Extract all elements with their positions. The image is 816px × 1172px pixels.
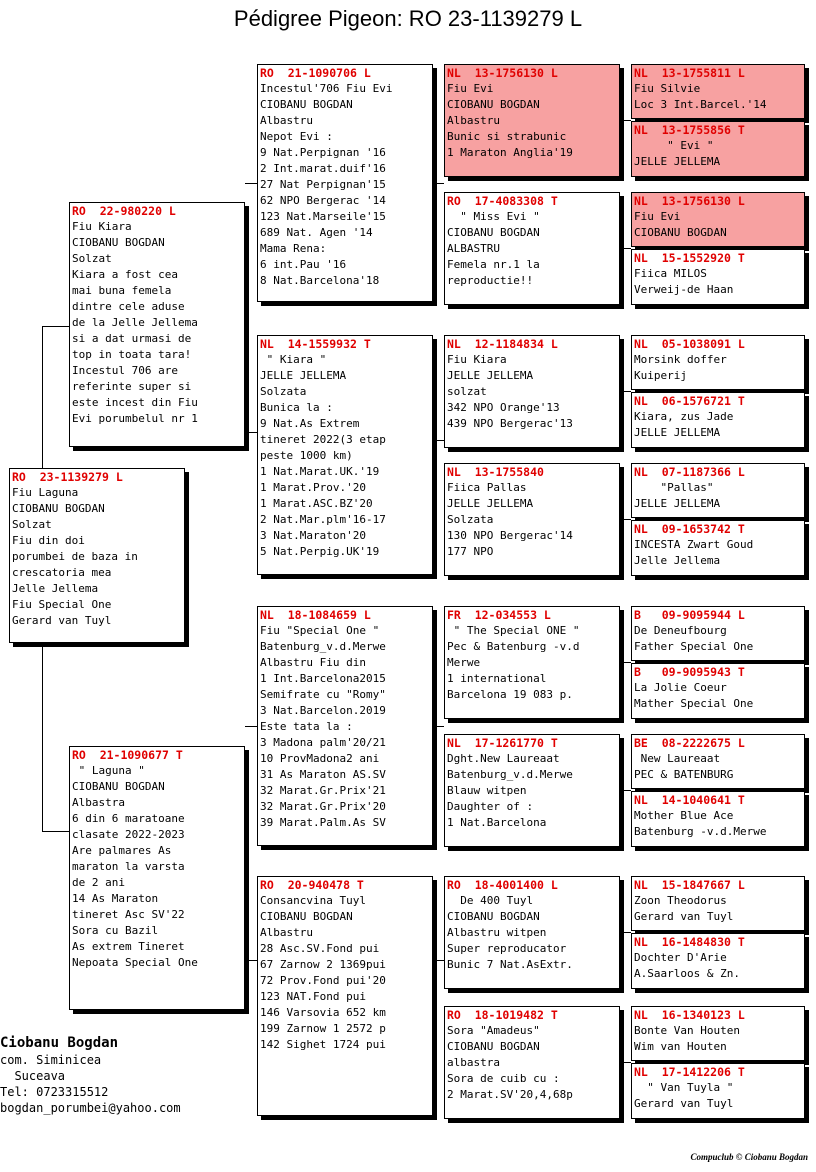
- pigeon-info-line: Jelle Jellema: [634, 554, 721, 567]
- pigeon-info-line: Wim van Houten: [634, 1040, 727, 1053]
- connector-line: [620, 662, 631, 663]
- connector-line: [245, 432, 257, 433]
- pigeon-info-line: CIOBANU BOGDAN: [447, 98, 540, 111]
- pigeon-info-line: Mama Rena:: [260, 242, 327, 255]
- pigeon-info-line: 342 NPO Orange'13: [447, 401, 560, 414]
- pedigree-card: [9, 468, 185, 643]
- ring-number: RO 18-1019482 T: [447, 1008, 558, 1022]
- pedigree-card: [444, 1006, 620, 1119]
- pigeon-info-line: Super reproducator: [447, 942, 567, 955]
- pigeon-info-line: Sora cu Bazil: [72, 924, 159, 937]
- pedigree-card: [631, 663, 805, 719]
- pigeon-info-line: 10 ProvMadona2 ani: [260, 752, 380, 765]
- pigeon-info-line: Batenburg -v.d.Merwe: [634, 825, 767, 838]
- pigeon-info-line: De Deneufbourg: [634, 624, 727, 637]
- pigeon-info-line: si a dat urmasi de: [72, 332, 192, 345]
- pigeon-info-line: 199 Zarnow 1 2572 p: [260, 1022, 386, 1035]
- pigeon-info-line: Gerard van Tuyl: [634, 910, 734, 923]
- pigeon-info-line: Mather Special One: [634, 697, 754, 710]
- pigeon-info-line: Mother Blue Ace: [634, 809, 734, 822]
- pedigree-card: [69, 746, 245, 1010]
- pigeon-info-line: 123 Nat.Marseile'15: [260, 210, 386, 223]
- ring-number: NL 05-1038091 L: [634, 337, 745, 351]
- pigeon-info-line: 32 Marat.Gr.Prix'21: [260, 784, 386, 797]
- pigeon-info-line: 1 Marat.Prov.'20: [260, 481, 366, 494]
- pigeon-info-line: 6 int.Pau '16: [260, 258, 347, 271]
- pigeon-info-line: Incestul 706 are: [72, 364, 178, 377]
- pigeon-info-line: Batenburg_v.d.Merwe: [260, 640, 386, 653]
- ring-number: NL 17-1261770 T: [447, 736, 558, 750]
- pigeon-info-line: porumbei de baza in: [12, 550, 138, 563]
- pigeon-info-line: Zoon Theodorus: [634, 894, 727, 907]
- pigeon-info-line: top in toata tara!: [72, 348, 192, 361]
- pigeon-info-line: Daughter of :: [447, 800, 534, 813]
- pigeon-info-line: 9 Nat.Perpignan '16: [260, 146, 386, 159]
- pedigree-card: [631, 933, 805, 989]
- pigeon-info-line: 32 Marat.Gr.Prix'20: [260, 800, 386, 813]
- pigeon-info-line: Nepoata Special One: [72, 956, 198, 969]
- pigeon-info-line: Solzata: [447, 513, 494, 526]
- ring-number: FR 12-034553 L: [447, 608, 551, 622]
- pigeon-info-line: 62 NPO Bergerac '14: [260, 194, 386, 207]
- pigeon-info-line: JELLE JELLEMA: [447, 497, 534, 510]
- pigeon-info-line: este incest din Fiu: [72, 396, 198, 409]
- ring-number: B 09-9095944 L: [634, 608, 745, 622]
- pigeon-info-line: mai buna femela: [72, 284, 172, 297]
- pigeon-info-line: CIOBANU BOGDAN: [447, 910, 540, 923]
- pigeon-info-line: 1 Maraton Anglia'19: [447, 146, 573, 159]
- pigeon-info-line: Este tata la :: [260, 720, 353, 733]
- pigeon-info-line: Loc 3 Int.Barcel.'14: [634, 98, 767, 111]
- pigeon-info-line: tineret 2022(3 etap: [260, 433, 386, 446]
- pedigree-card: [444, 734, 620, 847]
- pedigree-card: [444, 876, 620, 989]
- pedigree-card: [631, 606, 805, 661]
- pigeon-info-line: ALBASTRU: [447, 242, 500, 255]
- pigeon-info-line: Fiu Kiara: [447, 353, 507, 366]
- pigeon-info-line: " Miss Evi ": [447, 210, 540, 223]
- pigeon-info-line: CIOBANU BOGDAN: [260, 910, 353, 923]
- ring-number: NL 13-1755811 L: [634, 66, 745, 80]
- pedigree-card: [631, 192, 805, 247]
- pigeon-info-line: Bunic si strabunic: [447, 130, 567, 143]
- pigeon-info-line: 6 din 6 maratoane: [72, 812, 185, 825]
- pigeon-info-line: As extrem Tineret: [72, 940, 185, 953]
- owner-line: Tel: 0723315512: [0, 1085, 109, 1099]
- pedigree-card: [631, 734, 805, 789]
- pigeon-info-line: 1 Nat.Barcelona: [447, 816, 547, 829]
- pigeon-info-line: Kiara, zus Jade: [634, 410, 734, 423]
- owner-line: com. Siminicea: [0, 1053, 102, 1067]
- ring-number: NL 06-1576721 T: [634, 394, 745, 408]
- pigeon-info-line: 27 Nat Perpignan'15: [260, 178, 386, 191]
- pigeon-info-line: peste 1000 km): [260, 449, 353, 462]
- connector-line: [620, 519, 631, 520]
- pigeon-info-line: Fiu Special One: [12, 598, 112, 611]
- ring-number: RO 21-1090706 L: [260, 66, 371, 80]
- pedigree-card: [444, 606, 620, 719]
- pedigree-card: [631, 249, 805, 305]
- ring-number: NL 13-1755856 T: [634, 123, 745, 137]
- pigeon-info-line: 14 As Maraton: [72, 892, 159, 905]
- pigeon-info-line: " Evi ": [634, 139, 714, 152]
- pigeon-info-line: 2 Nat.Mar.plm'16-17: [260, 513, 386, 526]
- connector-line: [620, 120, 631, 121]
- pigeon-info-line: Albastra: [72, 796, 125, 809]
- pedigree-card: [444, 64, 620, 177]
- owner-line: Suceava: [0, 1069, 66, 1083]
- pigeon-info-line: 28 Asc.SV.Fond pui: [260, 942, 380, 955]
- pigeon-info-line: Solzat: [12, 518, 52, 531]
- connector-line: [42, 831, 69, 832]
- pigeon-info-line: "Pallas": [634, 481, 714, 494]
- pigeon-info-line: Pec & Batenburg -v.d: [447, 640, 580, 653]
- connector-line: [620, 391, 631, 392]
- pigeon-info-line: Fiu "Special One ": [260, 624, 380, 637]
- connector-line: [245, 960, 257, 961]
- pigeon-info-line: JELLE JELLEMA: [634, 155, 721, 168]
- pigeon-info-line: 146 Varsovia 652 km: [260, 1006, 386, 1019]
- pigeon-info-line: 9 Nat.As Extrem: [260, 417, 360, 430]
- pigeon-info-line: Bunic 7 Nat.AsExtr.: [447, 958, 573, 971]
- pigeon-info-line: Father Special One: [634, 640, 754, 653]
- pedigree-card: [257, 876, 433, 1116]
- pedigree-card: [444, 192, 620, 305]
- pigeon-info-line: crescatoria mea: [12, 566, 112, 579]
- ring-number: NL 12-1184834 L: [447, 337, 558, 351]
- pigeon-info-line: clasate 2022-2023: [72, 828, 185, 841]
- connector-line: [245, 183, 257, 184]
- pedigree-card: [631, 520, 805, 576]
- pigeon-info-line: Nepot Evi :: [260, 130, 333, 143]
- pigeon-info-line: 8 Nat.Barcelona'18: [260, 274, 380, 287]
- pigeon-info-line: 67 Zarnow 2 1369pui: [260, 958, 386, 971]
- pigeon-info-line: 3 Nat.Barcelon.2019: [260, 704, 386, 717]
- pigeon-info-line: Semifrate cu "Romy": [260, 688, 386, 701]
- ring-number: NL 07-1187366 L: [634, 465, 745, 479]
- pigeon-info-line: Jelle Jellema: [12, 582, 99, 595]
- owner-name: Ciobanu Bogdan: [0, 1035, 119, 1051]
- pigeon-info-line: Fiu Evi: [634, 210, 681, 223]
- pedigree-card: [257, 335, 433, 575]
- pigeon-info-line: Batenburg_v.d.Merwe: [447, 768, 573, 781]
- ring-number: NL 17-1412206 T: [634, 1065, 745, 1079]
- pigeon-info-line: Evi porumbelul nr 1: [72, 412, 198, 425]
- pigeon-info-line: PEC & BATENBURG: [634, 768, 734, 781]
- connector-line: [433, 960, 444, 961]
- pigeon-info-line: albastra: [447, 1056, 500, 1069]
- connector-line: [620, 1062, 631, 1063]
- ring-number: RO 17-4083308 T: [447, 194, 558, 208]
- pigeon-info-line: A.Saarloos & Zn.: [634, 967, 740, 980]
- pigeon-info-line: 2 Int.marat.duif'16: [260, 162, 386, 175]
- connector-line: [433, 183, 444, 184]
- pigeon-info-line: Morsink doffer: [634, 353, 727, 366]
- pedigree-card: [631, 463, 805, 518]
- ring-number: B 09-9095943 T: [634, 665, 745, 679]
- pigeon-info-line: Are palmares As: [72, 844, 172, 857]
- pigeon-info-line: Gerard van Tuyl: [634, 1097, 734, 1110]
- pigeon-info-line: solzat: [447, 385, 487, 398]
- pigeon-info-line: Sora de cuib cu :: [447, 1072, 560, 1085]
- pigeon-info-line: 31 As Maraton AS.SV: [260, 768, 386, 781]
- pigeon-info-line: " Laguna ": [72, 764, 145, 777]
- pigeon-info-line: maraton la varsta: [72, 860, 185, 873]
- pigeon-info-line: 689 Nat. Agen '14: [260, 226, 373, 239]
- pigeon-info-line: De 400 Tuyl: [447, 894, 534, 907]
- pigeon-info-line: 39 Marat.Palm.As SV: [260, 816, 386, 829]
- pigeon-info-line: Dochter D'Arie: [634, 951, 727, 964]
- pigeon-info-line: Verweij-de Haan: [634, 283, 734, 296]
- pedigree-card: [631, 392, 805, 448]
- pigeon-info-line: Fiu Laguna: [12, 486, 79, 499]
- pigeon-info-line: referinte super si: [72, 380, 192, 393]
- ring-number: BE 08-2222675 L: [634, 736, 745, 750]
- pedigree-card: [631, 1063, 805, 1119]
- connector-line: [433, 440, 444, 441]
- ring-number: NL 15-1847667 L: [634, 878, 745, 892]
- pedigree-card: [631, 64, 805, 119]
- ring-number: NL 16-1484830 T: [634, 935, 745, 949]
- pigeon-info-line: 1 international: [447, 672, 547, 685]
- pigeon-info-line: La Jolie Coeur: [634, 681, 727, 694]
- pigeon-info-line: JELLE JELLEMA: [634, 497, 721, 510]
- pigeon-info-line: 1 Marat.ASC.BZ'20: [260, 497, 373, 510]
- pigeon-info-line: Sora "Amadeus": [447, 1024, 540, 1037]
- connector-line: [620, 932, 631, 933]
- pigeon-info-line: Merwe: [447, 656, 481, 669]
- ring-number: NL 14-1559932 T: [260, 337, 371, 351]
- pigeon-info-line: 1 Int.Barcelona2015: [260, 672, 386, 685]
- pigeon-info-line: Albastru: [260, 114, 313, 127]
- pigeon-info-line: Fiica Pallas: [447, 481, 527, 494]
- pigeon-info-line: Fiu Silvie: [634, 82, 701, 95]
- pigeon-info-line: CIOBANU BOGDAN: [634, 226, 727, 239]
- pigeon-info-line: Solzata: [260, 385, 307, 398]
- pigeon-info-line: Dght.New Laureaat: [447, 752, 560, 765]
- pigeon-info-line: de la Jelle Jellema: [72, 316, 198, 329]
- pedigree-card: [444, 463, 620, 576]
- owner-email: bogdan_porumbei@yahoo.com: [0, 1101, 181, 1115]
- pigeon-info-line: de 2 ani: [72, 876, 125, 889]
- pigeon-info-line: Albastru witpen: [447, 926, 547, 939]
- pigeon-info-line: Femela nr.1 la: [447, 258, 540, 271]
- pigeon-info-line: Bunica la :: [260, 401, 333, 414]
- pigeon-info-line: dintre cele aduse: [72, 300, 185, 313]
- pigeon-info-line: 5 Nat.Perpig.UK'19: [260, 545, 380, 558]
- pigeon-info-line: 123 NAT.Fond pui: [260, 990, 366, 1003]
- connector-line: [620, 248, 631, 249]
- pigeon-info-line: 177 NPO: [447, 545, 494, 558]
- pedigree-card: [631, 791, 805, 847]
- pigeon-info-line: Solzat: [72, 252, 112, 265]
- pigeon-info-line: Barcelona 19 083 p.: [447, 688, 573, 701]
- connector-line: [42, 643, 43, 831]
- pigeon-info-line: JELLE JELLEMA: [634, 426, 721, 439]
- pigeon-info-line: Fiu Evi: [447, 82, 494, 95]
- pigeon-info-line: Gerard van Tuyl: [12, 614, 112, 627]
- pigeon-info-line: " Van Tuyla ": [634, 1081, 734, 1094]
- pigeon-info-line: 3 Madona palm'20/21: [260, 736, 386, 749]
- pigeon-info-line: Fiu din doi: [12, 534, 85, 547]
- pigeon-info-line: Albastru Fiu din: [260, 656, 366, 669]
- footer-credit: Compuclub © Ciobanu Bogdan: [690, 1152, 808, 1162]
- pigeon-info-line: CIOBANU BOGDAN: [72, 780, 165, 793]
- pigeon-info-line: 1 Nat.Marat.UK.'19: [260, 465, 380, 478]
- pedigree-card: [257, 64, 433, 302]
- pigeon-info-line: Blauw witpen: [447, 784, 527, 797]
- pigeon-info-line: CIOBANU BOGDAN: [447, 1040, 540, 1053]
- ring-number: RO 21-1090677 T: [72, 748, 183, 762]
- pigeon-info-line: 2 Marat.SV'20,4,68p: [447, 1088, 573, 1101]
- ring-number: RO 23-1139279 L: [12, 470, 123, 484]
- pigeon-info-line: " The Special ONE ": [447, 624, 580, 637]
- pigeon-info-line: " Kiara ": [260, 353, 327, 366]
- connector-line: [620, 790, 631, 791]
- owner-info: [0, 1034, 181, 1116]
- pigeon-info-line: JELLE JELLEMA: [447, 369, 534, 382]
- ring-number: NL 15-1552920 T: [634, 251, 745, 265]
- pigeon-info-line: 72 Prov.Fond pui'20: [260, 974, 386, 987]
- pigeon-info-line: New Laureaat: [634, 752, 721, 765]
- ring-number: RO 22-980220 L: [72, 204, 176, 218]
- pigeon-info-line: JELLE JELLEMA: [260, 369, 347, 382]
- pigeon-info-line: Albastru: [447, 114, 500, 127]
- pigeon-info-line: INCESTA Zwart Goud: [634, 538, 754, 551]
- page-title: Pédigree Pigeon: RO 23-1139279 L: [233, 6, 583, 31]
- pedigree-card: [631, 335, 805, 390]
- pigeon-info-line: 142 Sighet 1724 pui: [260, 1038, 386, 1051]
- ring-number: RO 20-940478 T: [260, 878, 364, 892]
- ring-number: RO 18-4001400 L: [447, 878, 558, 892]
- pigeon-info-line: Consancvina Tuyl: [260, 894, 366, 907]
- pigeon-info-line: 3 Nat.Maraton'20: [260, 529, 366, 542]
- pigeon-info-line: Fiu Kiara: [72, 220, 132, 233]
- pigeon-info-line: Bonte Van Houten: [634, 1024, 740, 1037]
- ring-number: NL 13-1755840: [447, 465, 544, 479]
- pedigree-card: [631, 121, 805, 177]
- ring-number: NL 16-1340123 L: [634, 1008, 745, 1022]
- pigeon-info-line: CIOBANU BOGDAN: [72, 236, 165, 249]
- pedigree-card: [257, 606, 433, 846]
- connector-line: [42, 326, 69, 327]
- connector-line: [433, 726, 444, 727]
- pigeon-info-line: CIOBANU BOGDAN: [447, 226, 540, 239]
- pigeon-info-line: 439 NPO Bergerac'13: [447, 417, 573, 430]
- pedigree-card: [444, 335, 620, 448]
- connector-line: [245, 726, 257, 727]
- pigeon-info-line: Fiica MILOS: [634, 267, 707, 280]
- ring-number: NL 13-1756130 L: [447, 66, 558, 80]
- connector-line: [42, 326, 43, 468]
- ring-number: NL 14-1040641 T: [634, 793, 745, 807]
- pedigree-card: [69, 202, 245, 447]
- ring-number: NL 18-1084659 L: [260, 608, 371, 622]
- pigeon-info-line: CIOBANU BOGDAN: [12, 502, 105, 515]
- pigeon-info-line: Incestul'706 Fiu Evi: [260, 82, 393, 95]
- pigeon-info-line: 130 NPO Bergerac'14: [447, 529, 573, 542]
- pigeon-info-line: tineret Asc SV'22: [72, 908, 185, 921]
- pigeon-info-line: Albastru: [260, 926, 313, 939]
- pigeon-info-line: CIOBANU BOGDAN: [260, 98, 353, 111]
- pigeon-info-line: reproductie!!: [447, 274, 534, 287]
- ring-number: NL 09-1653742 T: [634, 522, 745, 536]
- pigeon-info-line: Kiara a fost cea: [72, 268, 178, 281]
- pigeon-info-line: Kuiperij: [634, 369, 687, 382]
- pedigree-card: [631, 876, 805, 931]
- pedigree-card: [631, 1006, 805, 1061]
- ring-number: NL 13-1756130 L: [634, 194, 745, 208]
